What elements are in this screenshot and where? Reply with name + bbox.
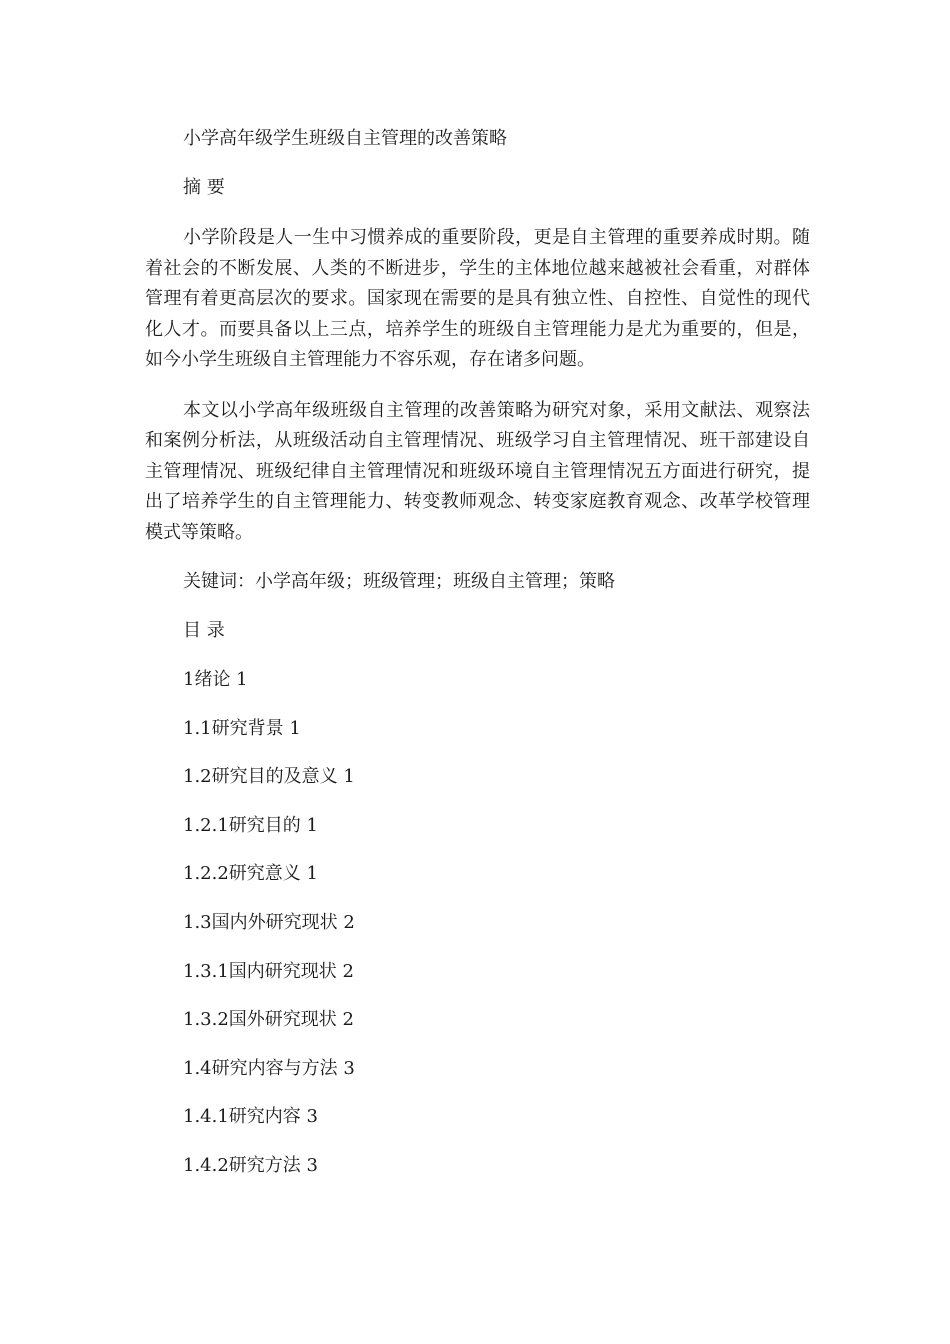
keywords-line: 关键词：小学高年级；班级管理；班级自主管理；策略 xyxy=(183,571,615,592)
toc-entry: 1.2.2研究意义 1 xyxy=(183,863,318,885)
toc-entry: 1.2.1研究目的 1 xyxy=(183,814,318,836)
toc-entry: 1.4研究内容与方法 3 xyxy=(183,1057,355,1079)
toc-entry: 1.3.1国内研究现状 2 xyxy=(183,960,354,982)
toc-entry: 1.2研究目的及意义 1 xyxy=(183,766,355,788)
abstract-paragraph-1: 小学阶段是人一生中习惯养成的重要阶段，更是自主管理的重要养成时期。随着社会的不断发展、人类的不断进步，学生的主体地位越来越被社会看重，对群体管理有着更高层次的要求。国家现在需要的是具有独立性、自控性、自觉性的现代化人才。而要具备以上三点，培养学生的班级自主管理能力是尤为重要的，但是，如今小学生班级自主管理能力不容乐观，存在诸多问题。 xyxy=(145,227,810,370)
toc-entry: 1绪论 1 xyxy=(183,669,248,690)
toc-entry: 1.3国内外研究现状 2 xyxy=(183,911,355,933)
toc-entry: 1.1研究背景 1 xyxy=(183,717,301,739)
toc-heading: 目 录 xyxy=(183,620,225,641)
abstract-heading: 摘 要 xyxy=(183,177,225,198)
toc-entry: 1.3.2国外研究现状 2 xyxy=(183,1009,354,1031)
toc-entry: 1.4.2研究方法 3 xyxy=(183,1154,318,1176)
toc-entry: 1.4.1研究内容 3 xyxy=(183,1106,318,1128)
abstract-paragraph-2: 本文以小学高年级班级自主管理的改善策略为研究对象，采用文献法、观察法和案例分析法，从班级活动自主管理情况、班级学习自主管理情况、班干部建设自主管理情况、班级纪律自主管理情况和班级环境自主管理情况五方面进行研究，提出了培养学生的自主管理能力、转变教师观念、转变家庭教育观念、改革学校管理模式等策略。 xyxy=(145,399,810,543)
table-of-contents xyxy=(145,665,810,1181)
document-page xyxy=(145,124,810,1200)
document-title: 小学高年级学生班级自主管理的改善策略 xyxy=(183,128,507,149)
